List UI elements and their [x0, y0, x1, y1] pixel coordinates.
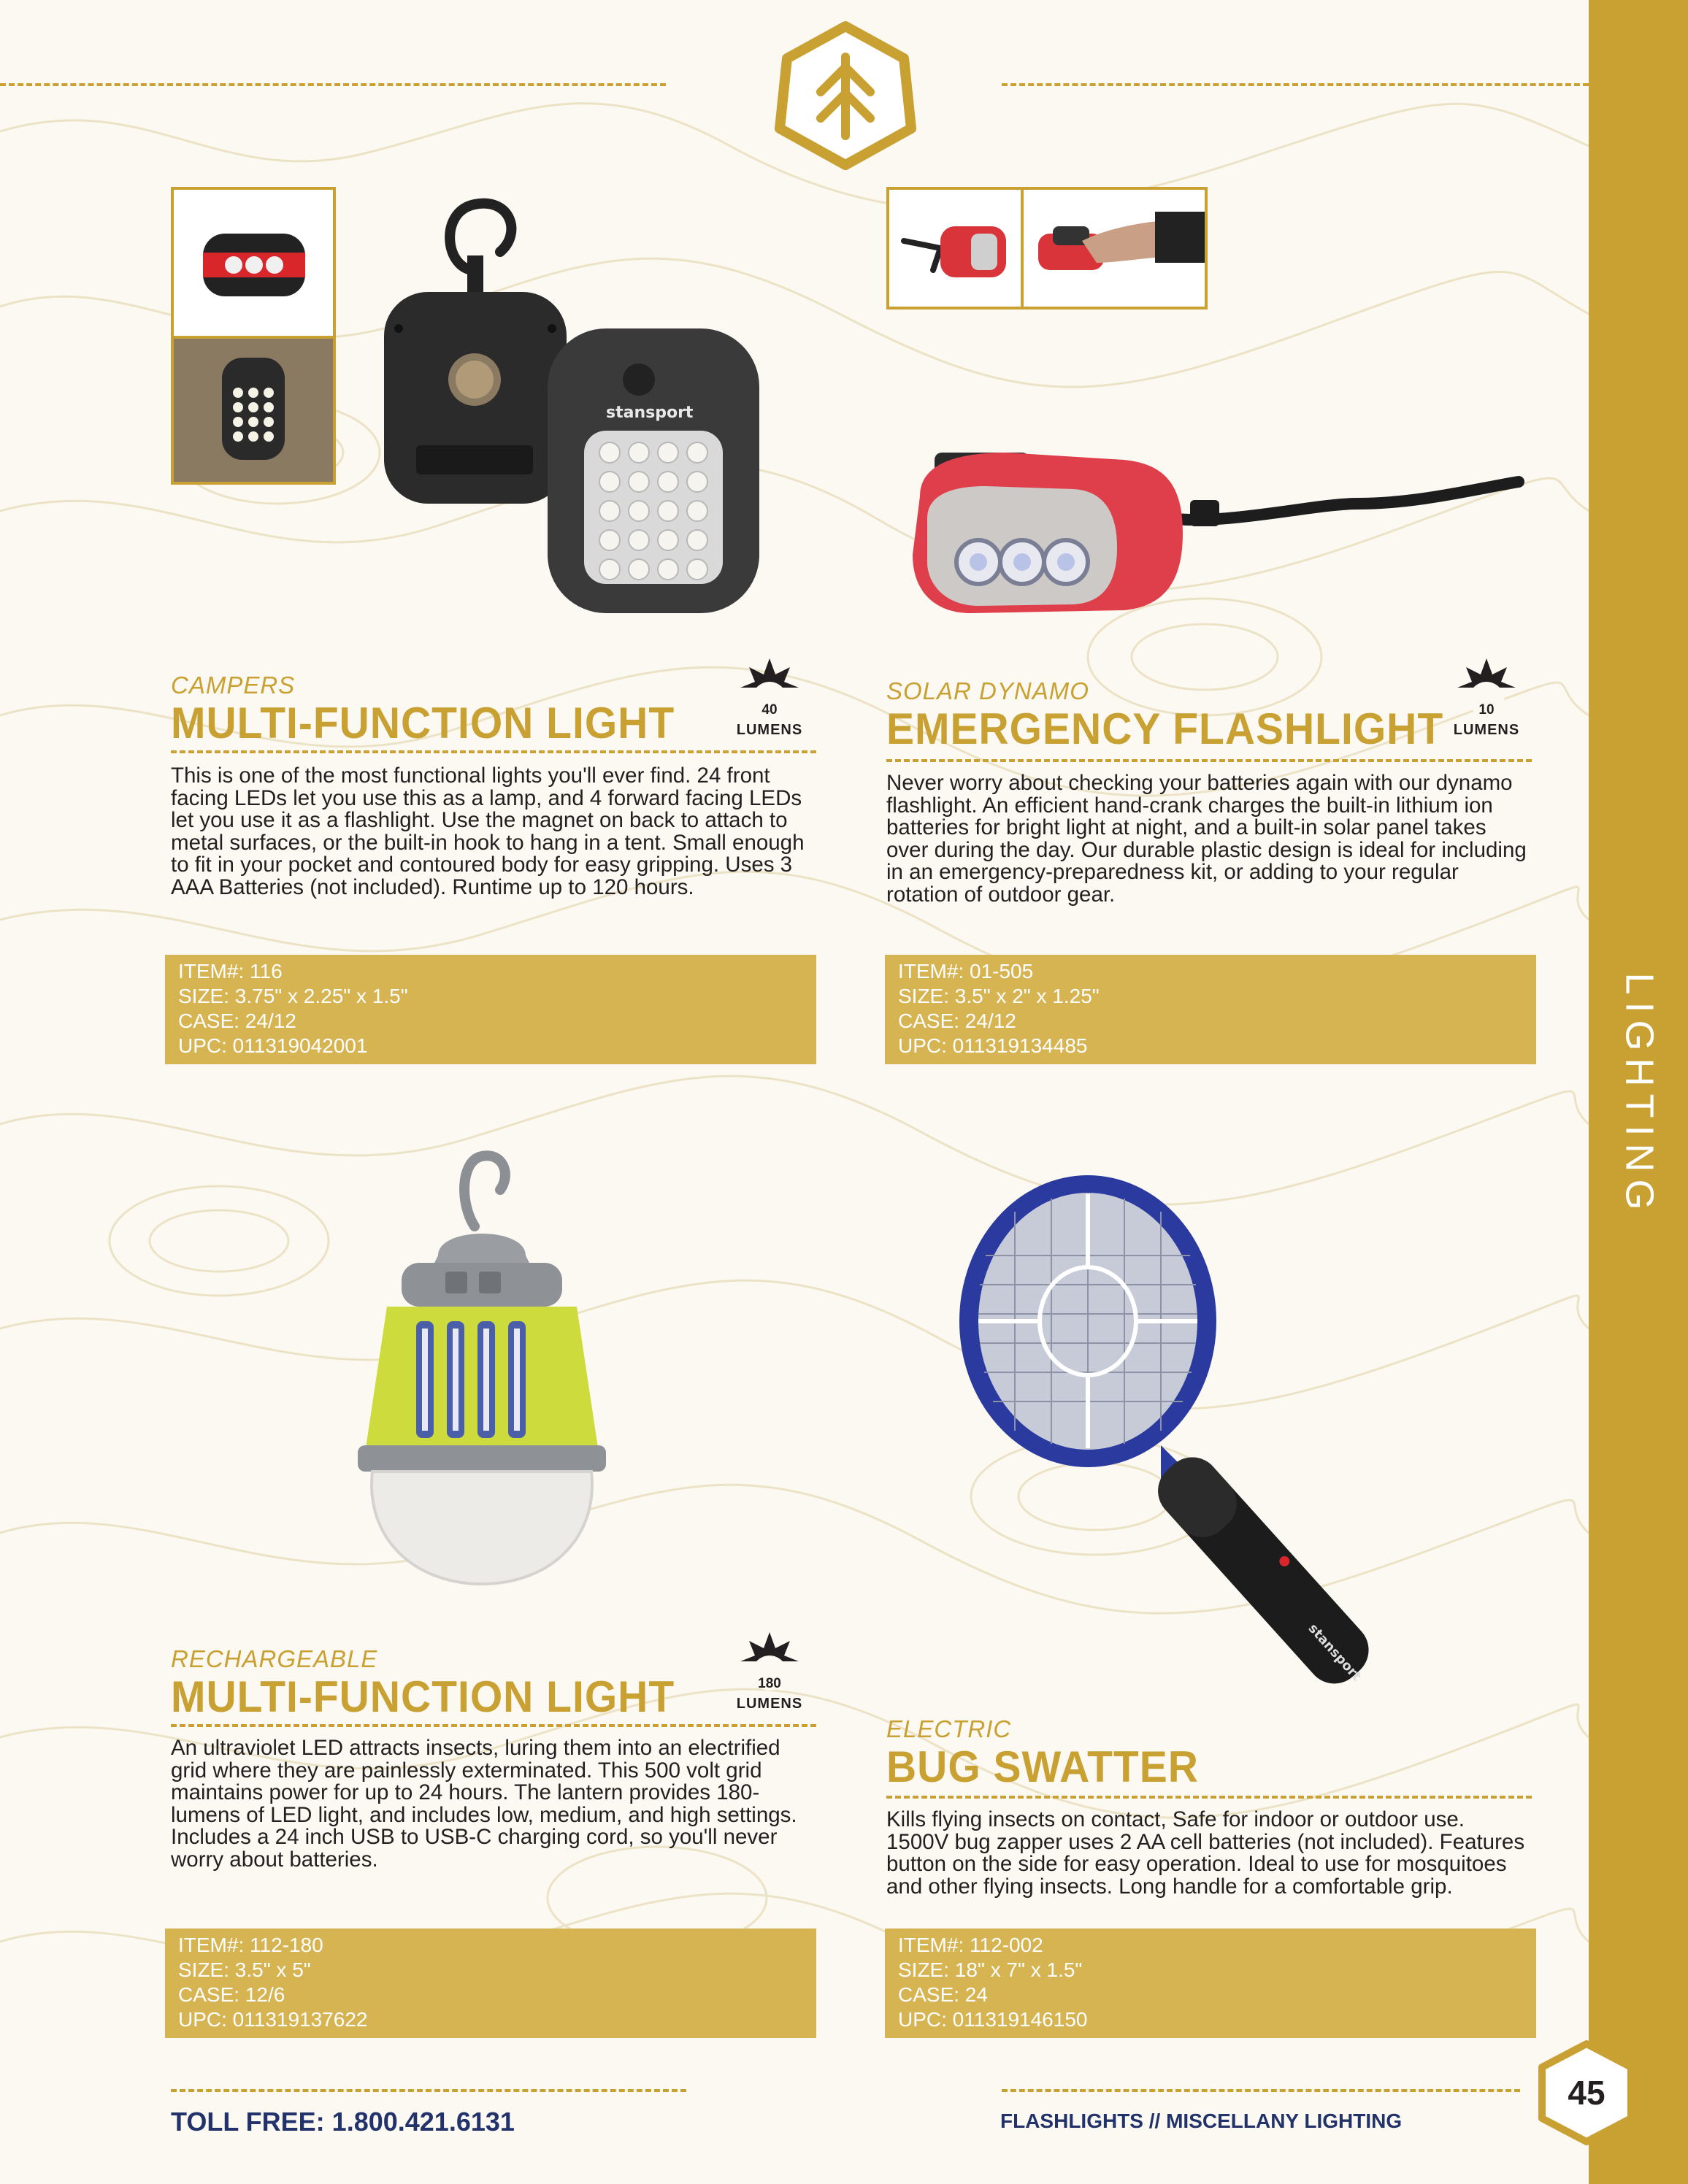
product3-item-number: ITEM#: 112-180 [178, 1934, 323, 1956]
product3-description: An ultraviolet LED attracts insects, luring them into an electrified grid where they are painlessly exterminated. This 500 volt grid maintains power for up to 24 hours. The lantern provides 180-lumens of LED light, and includes low, medium, and high settings. Includes a 24 inch USB to USB-C charging cord, so you'll never worry about batteries. [171, 1736, 797, 1872]
product2-divider [886, 759, 1532, 762]
product2-spec-box [885, 955, 1536, 1064]
product2-upc: UPC: 011319134485 [898, 1034, 1088, 1057]
arrow-tree-icon [768, 19, 923, 174]
page-number: 45 [1568, 2074, 1605, 2112]
product1-case: CASE: 24/12 [178, 1010, 296, 1032]
product1-brand-mark: stansport [606, 404, 694, 422]
footer-divider-left [171, 2089, 686, 2092]
product1-upc: UPC: 011319042001 [178, 1034, 368, 1057]
product1-lumens-value: 40 [761, 702, 778, 718]
product3-upc: UPC: 011319137622 [178, 2008, 368, 2031]
section-side-label [1596, 964, 1684, 1226]
product1-divider [171, 750, 816, 753]
product3-case: CASE: 12/6 [178, 1983, 285, 2006]
product4-upc: UPC: 011319146150 [898, 2008, 1088, 2031]
header-divider-left [0, 83, 666, 86]
product3-lumens-badge [726, 1632, 813, 1720]
product2-case: CASE: 24/12 [898, 1010, 1016, 1032]
product3-lumens-unit: LUMENS [736, 1696, 803, 1712]
product4-item-number: ITEM#: 112-002 [898, 1934, 1043, 1956]
product1-thumbnail-strip [171, 187, 336, 485]
product2-thumb-crank[interactable] [889, 190, 1021, 307]
product3-lumens-value: 180 [758, 1676, 781, 1691]
product1-subtitle: CAMPERS [171, 672, 296, 699]
product4-title: BUG SWATTER [886, 1742, 1199, 1792]
product4-subtitle: ELECTRIC [886, 1715, 1012, 1742]
product3-size: SIZE: 3.5" x 5" [178, 1958, 311, 1981]
section-footer: FLASHLIGHTS // MISCELLANY LIGHTING [1000, 2110, 1403, 2132]
product2-item-number: ITEM#: 01-505 [898, 960, 1034, 983]
product2-lumens-value: 10 [1478, 702, 1495, 718]
product2-subtitle: SOLAR DYNAMO [886, 677, 1089, 704]
product1-size: SIZE: 3.75" x 2.25" x 1.5" [178, 985, 408, 1007]
product1-title: MULTI-FUNCTION LIGHT [171, 699, 675, 748]
product2-thumbnail-strip [886, 187, 1208, 309]
product4-description: Kills flying insects on contact, Safe for indoor or outdoor use. 1500V bug zapper uses 2 AA cell batteries (not included). Features button on the side for easy operation. Ideal to use for mosquitoes and other flying insects. Long handle for a comfortable grip. [886, 1807, 1525, 1899]
page-number-badge [1532, 2038, 1641, 2148]
product2-thumb-hand[interactable] [1024, 190, 1205, 307]
toll-free-number: TOLL FREE: 1.800.421.6131 [171, 2107, 515, 2137]
product4-spec-box [885, 1929, 1536, 2038]
product2-lumens-badge [1443, 658, 1530, 746]
product1-image [365, 182, 774, 620]
product2-image [905, 438, 1533, 628]
side-label-text: LIGHTING [1618, 972, 1662, 1218]
product1-thumb-lamp[interactable] [174, 339, 333, 482]
product4-divider [886, 1796, 1532, 1799]
footer-divider-right [1002, 2089, 1520, 2092]
product4-case: CASE: 24 [898, 1983, 988, 2006]
product4-image [942, 1168, 1438, 1723]
product1-spec-box [165, 955, 816, 1064]
product1-lumens-badge [726, 658, 813, 746]
product2-description: Never worry about checking your batteries again with our dynamo flashlight. An efficient hand-crank charges the built-in lithium ion batteries for bright light at night, and a built-in solar panel takes over during the day. Our durable plastic design is ideal for including in an emergency-preparedness kit, or adding to your regular rotation of outdoor gear. [886, 771, 1527, 907]
header-divider-right [1002, 83, 1589, 86]
product2-lumens-unit: LUMENS [1453, 722, 1520, 738]
product3-image [350, 1146, 613, 1599]
product3-subtitle: RECHARGEABLE [171, 1645, 378, 1672]
product1-lumens-unit: LUMENS [736, 722, 803, 738]
product3-divider [171, 1724, 816, 1727]
product1-description: This is one of the most functional lights you'll ever find. 24 front facing LEDs let you use this as a lamp, and 4 forward facing LEDs let you use it as a flashlight. Use the magnet on back to attach to metal surfaces, or the built-in hook to hang in a tent. Small enough to fit in your pocket and contoured body for easy gripping. Uses 3 AAA Batteries (not included). Runtime up to 120 hours. [171, 764, 805, 899]
product2-size: SIZE: 3.5" x 2" x 1.25" [898, 985, 1100, 1007]
product3-spec-box [165, 1929, 816, 2038]
product1-thumb-front[interactable] [174, 190, 333, 336]
product3-title: MULTI-FUNCTION LIGHT [171, 1672, 675, 1722]
product2-title: EMERGENCY FLASHLIGHT [886, 704, 1444, 754]
product4-brand-mark: stansport [1305, 1620, 1365, 1685]
product4-size: SIZE: 18" x 7" x 1.5" [898, 1958, 1083, 1981]
product1-item-number: ITEM#: 116 [178, 960, 283, 983]
